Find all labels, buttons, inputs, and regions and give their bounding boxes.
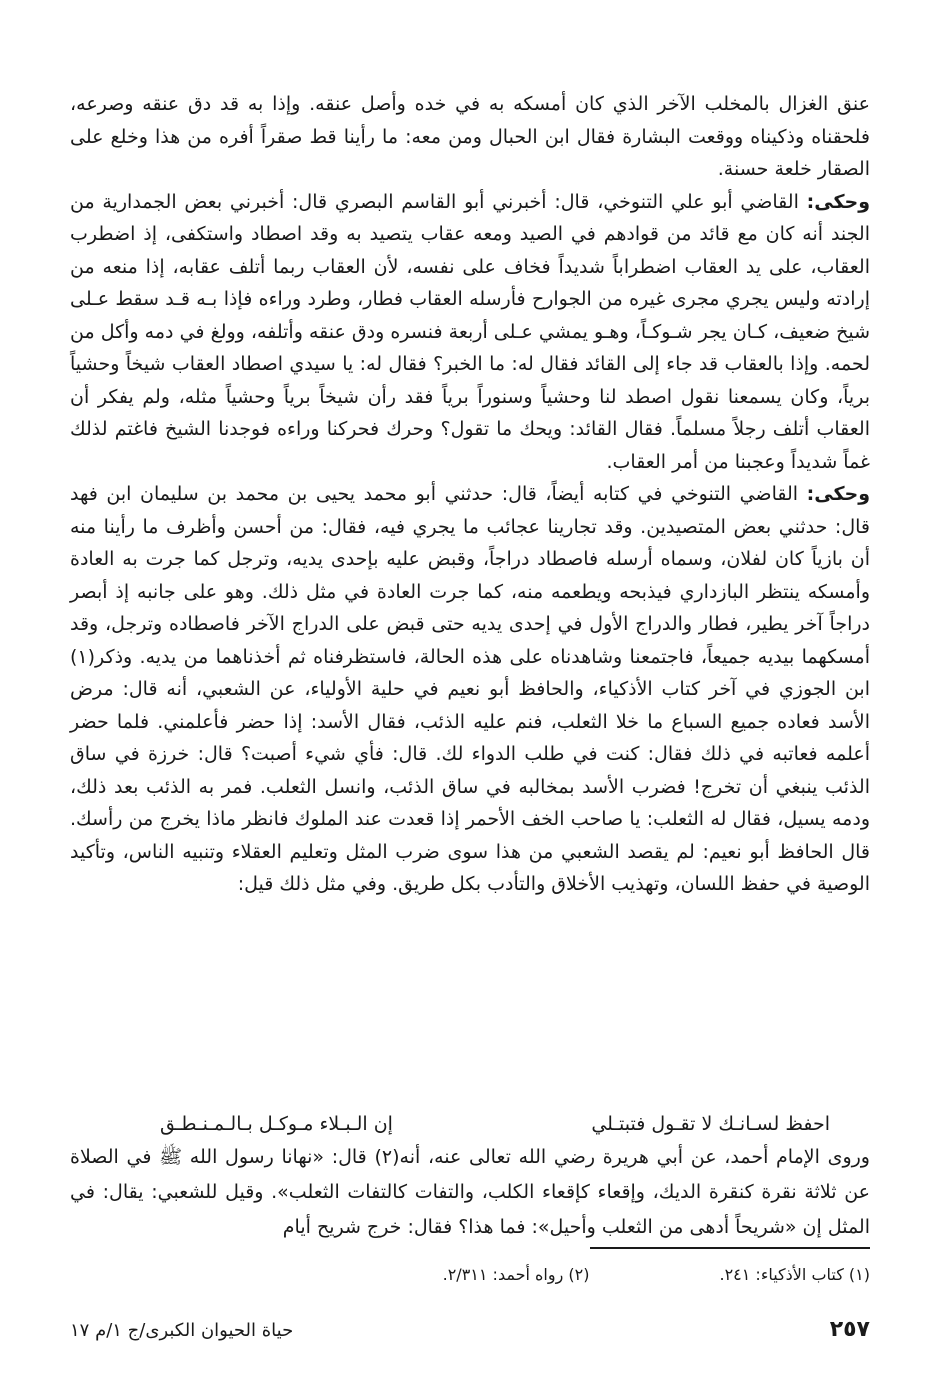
- paragraph-lead: وحكى:: [806, 190, 870, 213]
- footnote-divider: [590, 1247, 870, 1249]
- paragraph-3: [70, 478, 870, 901]
- paragraph-text: القاضي التنوخي في كتابه أيضاً، قال: حدثني أبو محمد يحيى بن محمد بن سليمان ابن فهد قال: حدثني بعض المتصيدين. وقد تجارينا عجائب ما يجري فيه، فقال: من أحسن وأظرف ما رأينا منه أن بازياً كان لفلان، وسماه أرسله فاصطاد دراجاً، وقبض عليه بإحدى يديه، وترجل كما جرت به العادة وأمسكه ينتظر البازداري فيذبحه ويطعمه منه، كما جرت العادة في مثل ذلك. وهو على جانبه إذ أبصر دراجاً آخر يطير، فطار والدراج الأول في إحدى يديه حتى قبض على الدراج الآخر فاصطاده وترجل، وقد أمسكهما بيديه جميعاً، فاجتمعنا وشاهدناه على هذه الحالة، فاستظرفناه ثم أخذناهما من يديه. وذكر(١) ابن الجوزي في آخر كتاب الأذكياء، والحافظ أبو نعيم في حلية الأولياء، عن الشعبي، أنه قال: مرض الأسد فعاده جميع السباع ما خلا الثعلب، فنم عليه الذئب، فقال الأسد: إذا حضر فأعلمني. فلما حضر أعلمه فعاتبه في ذلك فقال: كنت في طلب الدواء لك. قال: فأي شيء أصبت؟ قال: خرزة في ساق الذئب ينبغي أن تخرج! فضرب الأسد بمخالبه في ساق الذئب، وانسل الثعلب. فمر به الذئب بعد ذلك، ودمه يسيل، فقال له الثعلب: يا صاحب الخف الأحمر إذا قعدت عند الملوك فانظر ماذا يخرج من رأسك. قال الحافظ أبو نعيم: لم يقصد الشعبي من هذا سوى ضرب المثل وتعليم العقلاء وتنبيه الناس، وتأكيد الوصية في حفظ اللسان، وتهذيب الأخلاق والتأدب بكل طريق. وفي مثل ذلك قيل:: [70, 483, 870, 895]
- footnotes: [70, 1263, 870, 1287]
- paragraph-lead: وحكى:: [806, 483, 870, 505]
- main-text: [70, 88, 870, 901]
- paragraph-2: [70, 186, 870, 479]
- page-footer: [70, 1316, 870, 1345]
- closing-paragraph: وروى الإمام أحمد، عن أبي هريرة رضي الله تعالى عنه، أنه(٢) قال: «نهانا رسول الله ﷺ في الصلاة عن ثلاثة نقرة كنقرة الديك، وإقعاء كإقعاء الكلب، والتفات كالتفات الثعلب». وقيل للشعبي: يقال: في المثل إن «شريحاً أدهى من الثعلب وأحيل»: فما هذا؟ فقال: خرج شريح أيام: [70, 1146, 870, 1238]
- paragraph-text: عنق الغزال بالمخلب الآخر الذي كان أمسكه به في خده وأصل عنقه. وإذا به قد دق عنقه وصرعه، فلحقناه وذكيناه ووقعت البشارة فقال ابن الحبال ومن معه: ما رأينا قط صقراً أفره من هذا وخلع على الصقار خلعة حسنة.: [70, 93, 870, 180]
- paragraph-1: [70, 88, 870, 186]
- book-reference: حياة الحيوان الكبرى/ج ١/م ١٧: [70, 1320, 294, 1341]
- verse-hemistich-second: إن الـبـلاء مـوكـل بـالـمـنـطـق: [160, 1113, 393, 1135]
- footnote-2: (٢) رواه أحمد: ٢/٣١١.: [442, 1265, 590, 1284]
- footnote-1: (١) كتاب الأذكياء: ٢٤١.: [719, 1265, 870, 1284]
- page-number: ٢٥٧: [829, 1317, 870, 1342]
- paragraph-text: القاضي أبو علي التنوخي، قال: أخبرني أبو القاسم البصري قال: أخبرني بعض الجمدارية من الجند أنه كان مع قائد من قوادهم في الصيد ومعه عقاب يتصيد به وقد اصطاد واستكفى، إذ اضطرب العقاب، على يد العقاب اضطراباً شديداً فخاف على نفسه، لأن العقاب ربما أتلف عقابه، إذا منعه من إرادته وليس يجري مجرى غيره من الجوارح فأرسله العقاب فطار، وطرد وراءه فإذا بـه قـد سقط عـلى شيخ ضعيف، كـان يجر شـوكـاً، وهـو يمشي عـلى أربعة فنسره ودق عنقه وأتلفه، وولغ في دمه وأكل من لحمه. وإذا بالعقاب قد جاء إلى القائد فقال له: ما الخبر؟ فقال له: يا سيدي اصطاد العقاب شيخاً وحشياً برياً، وكان يسمعنا نقول اصطد لنا وحشياً وسنوراً برياً فقد رأن شيخاً برياً وحشياً مثله، ولم يفكر أن العقاب أتلف رجلاً مسلماً. فقال القائد: ويحك ما تقول؟ وحرك فحركنا وراءه فوجدنا الشيخ فاغتم لذلك غماً شديداً وعجبنا من أمر العقاب.: [70, 190, 870, 473]
- poetry-verse: [160, 1108, 830, 1140]
- verse-hemistich-first: احفظ لسـانـك لا تقـول فتبتـلي: [591, 1113, 830, 1135]
